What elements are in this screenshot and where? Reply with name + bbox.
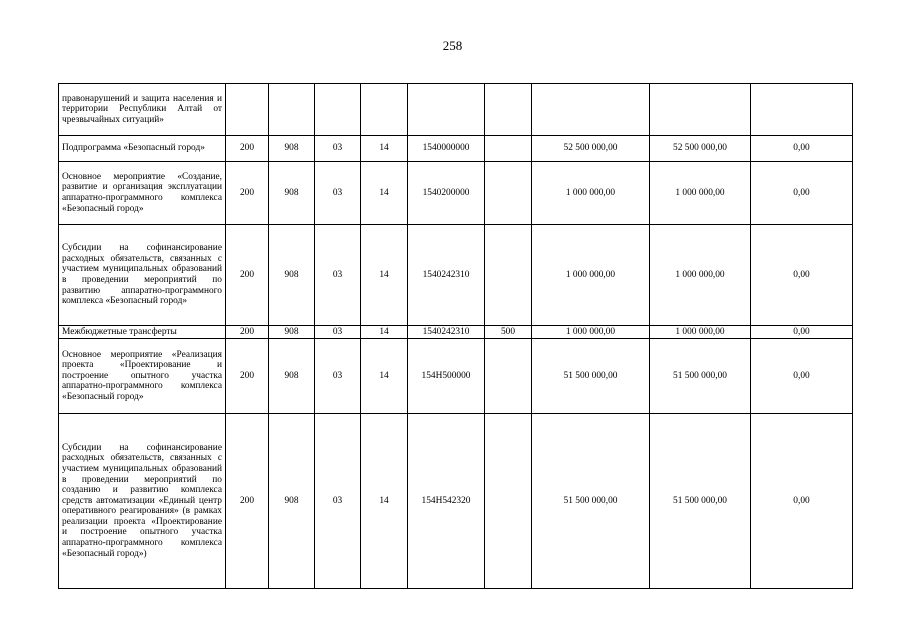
cell-code-1: 200 xyxy=(226,162,269,225)
cell-code-2: 908 xyxy=(269,225,315,326)
cell-code-4: 14 xyxy=(361,326,408,339)
cell-amount-3: 0,00 xyxy=(751,162,853,225)
cell-amount-2: 1 000 000,00 xyxy=(650,162,751,225)
cell-code-1: 200 xyxy=(226,136,269,162)
table-row xyxy=(59,162,853,225)
cell-amount-1 xyxy=(532,84,650,136)
cell-amount-2: 1 000 000,00 xyxy=(650,326,751,339)
table-row xyxy=(59,225,853,326)
cell-amount-1: 51 500 000,00 xyxy=(532,339,650,414)
cell-expense-type xyxy=(485,84,532,136)
page-number: 258 xyxy=(442,38,463,53)
cell-code-2: 908 xyxy=(269,136,315,162)
cell-code-4 xyxy=(361,84,408,136)
cell-expense-type xyxy=(485,136,532,162)
row-name: Основное мероприятие «Реализация проекта «Проектирование и построение опытного участка аппаратно-программного комплекса «Безопасный город» xyxy=(59,339,226,414)
cell-code-2: 908 xyxy=(269,162,315,225)
table-row xyxy=(59,136,853,162)
cell-code-4: 14 xyxy=(361,162,408,225)
budget-table xyxy=(58,83,853,589)
cell-code-3 xyxy=(315,84,361,136)
cell-target-article: 1540242310 xyxy=(408,326,485,339)
cell-target-article: 1540242310 xyxy=(408,225,485,326)
cell-code-1: 200 xyxy=(226,414,269,589)
cell-expense-type: 500 xyxy=(485,326,532,339)
cell-amount-1: 51 500 000,00 xyxy=(532,414,650,589)
cell-code-4: 14 xyxy=(361,339,408,414)
cell-amount-1: 1 000 000,00 xyxy=(532,162,650,225)
cell-target-article xyxy=(408,84,485,136)
cell-amount-2: 52 500 000,00 xyxy=(650,136,751,162)
row-name: правонарушений и защита населения и территории Республики Алтай от чрезвычайных ситуаций» xyxy=(59,84,226,136)
cell-amount-1: 1 000 000,00 xyxy=(532,326,650,339)
cell-code-2 xyxy=(269,84,315,136)
cell-amount-3: 0,00 xyxy=(751,326,853,339)
cell-amount-3: 0,00 xyxy=(751,225,853,326)
cell-code-1: 200 xyxy=(226,339,269,414)
cell-expense-type xyxy=(485,225,532,326)
cell-code-3: 03 xyxy=(315,136,361,162)
cell-code-2: 908 xyxy=(269,339,315,414)
row-name: Основное мероприятие «Создание, развитие и организация эксплуатации аппаратно-программного комплекса «Безопасный город» xyxy=(59,162,226,225)
table-row xyxy=(59,326,853,339)
cell-target-article: 154Н500000 xyxy=(408,339,485,414)
cell-code-1: 200 xyxy=(226,326,269,339)
table-row xyxy=(59,84,853,136)
cell-amount-2: 1 000 000,00 xyxy=(650,225,751,326)
cell-code-4: 14 xyxy=(361,414,408,589)
cell-code-3: 03 xyxy=(315,414,361,589)
row-name: Подпрограмма «Безопасный город» xyxy=(59,136,226,162)
cell-expense-type xyxy=(485,162,532,225)
table-row xyxy=(59,339,853,414)
cell-expense-type xyxy=(485,339,532,414)
table-row xyxy=(59,414,853,589)
cell-code-3: 03 xyxy=(315,225,361,326)
cell-code-2: 908 xyxy=(269,414,315,589)
cell-amount-3 xyxy=(751,84,853,136)
cell-amount-2: 51 500 000,00 xyxy=(650,414,751,589)
cell-code-1 xyxy=(226,84,269,136)
cell-code-4: 14 xyxy=(361,136,408,162)
cell-code-4: 14 xyxy=(361,225,408,326)
cell-code-1: 200 xyxy=(226,225,269,326)
cell-amount-3: 0,00 xyxy=(751,136,853,162)
row-name: Межбюджетные трансферты xyxy=(59,326,226,339)
cell-amount-1: 1 000 000,00 xyxy=(532,225,650,326)
cell-code-3: 03 xyxy=(315,326,361,339)
cell-target-article: 1540200000 xyxy=(408,162,485,225)
cell-amount-3: 0,00 xyxy=(751,414,853,589)
row-name: Субсидии на софинансирование расходных обязательств, связанных с участием муниципальных образований в проведении мероприятий по созданию и развитию комплекса средств автоматизации «Единый центр оперативного реагирования» (в рамках реализации проекта «Проектирование и построение опытного участка аппаратно-программного комплекса «Безопасный город») xyxy=(59,414,226,589)
cell-amount-2: 51 500 000,00 xyxy=(650,339,751,414)
cell-amount-1: 52 500 000,00 xyxy=(532,136,650,162)
cell-expense-type xyxy=(485,414,532,589)
cell-code-3: 03 xyxy=(315,339,361,414)
cell-code-2: 908 xyxy=(269,326,315,339)
cell-target-article: 1540000000 xyxy=(408,136,485,162)
cell-amount-3: 0,00 xyxy=(751,339,853,414)
cell-code-3: 03 xyxy=(315,162,361,225)
row-name: Субсидии на софинансирование расходных обязательств, связанных с участием муниципальных образований в проведении мероприятий по развитию аппаратно-программного комплекса «Безопасный город» xyxy=(59,225,226,326)
cell-target-article: 154Н542320 xyxy=(408,414,485,589)
cell-amount-2 xyxy=(650,84,751,136)
